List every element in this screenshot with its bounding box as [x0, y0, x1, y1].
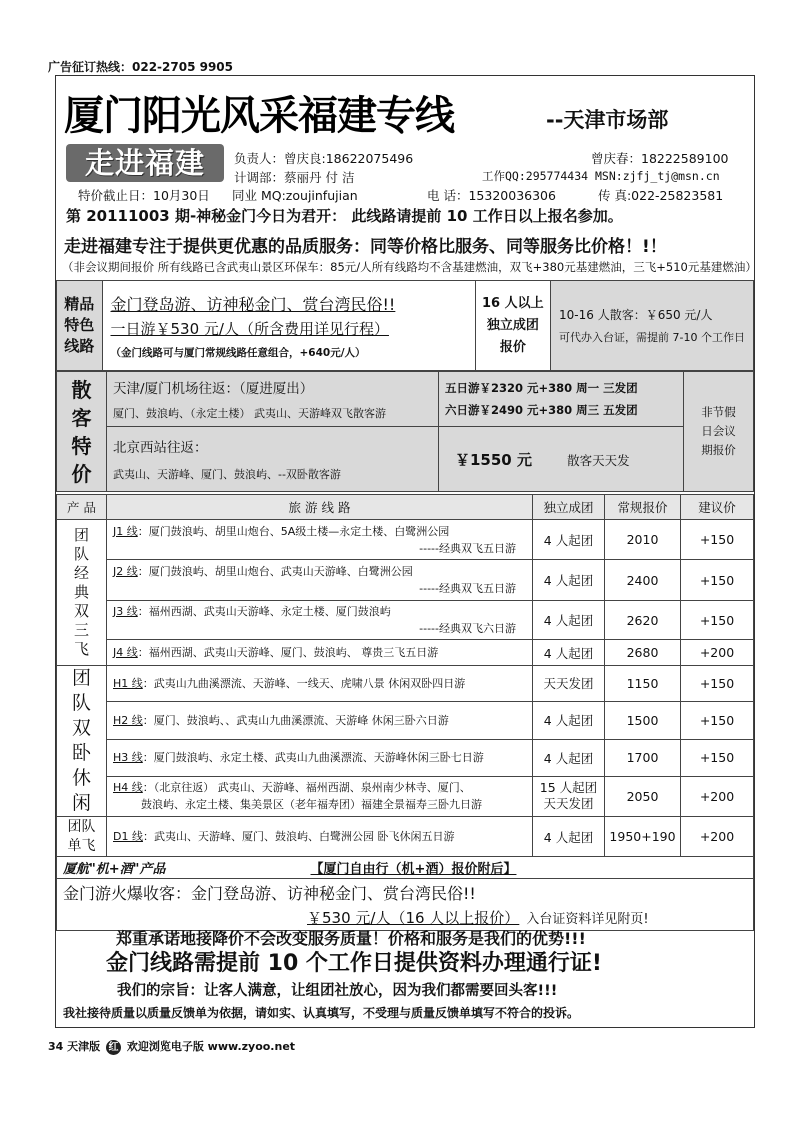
route-line1: ：厦门、鼓浪屿、、武夷山九曲溪漂流、天游峰 休闲三卧六日游 — [142, 713, 449, 727]
xiamen-air-empty — [533, 857, 754, 879]
xiamen-air-cell — [57, 857, 533, 879]
special-prices — [439, 372, 684, 427]
kinmen-notice: 金门线路需提前 10 个工作日提供资料办理通行证! — [106, 951, 602, 976]
route-cell — [107, 776, 533, 816]
ad-hotline: 广告征订热线：022-2705 9905 — [48, 60, 234, 74]
route-line1: ：厦门鼓浪屿、永定土楼、武夷山九曲溪漂流、天游峰休闲三卧七日游 — [142, 751, 484, 765]
route-code: H3 线 — [113, 751, 143, 765]
kinmen-line1: 金门游火爆收客：金门登岛游、访神秘金门、赏台湾民俗!! — [63, 884, 476, 903]
title-suffix: --天津市场部 — [546, 108, 669, 132]
header-route: 旅 游 线 路 — [107, 495, 533, 520]
page-footer — [48, 1038, 295, 1055]
table-row — [57, 601, 754, 640]
kinmen-line2: ￥530 元/人（16 人以上报价） — [307, 909, 520, 927]
xiamen-air-row — [57, 857, 754, 879]
regular-price: 1950+190 — [605, 817, 681, 857]
header-product: 产 品 — [57, 495, 107, 520]
featured-table — [56, 280, 754, 371]
route-cell — [107, 560, 533, 601]
peer-mq: 同业 MQ:zoujinfujian — [232, 188, 358, 203]
group-size: 4 人起团 — [533, 601, 605, 640]
feedback-line: 我社接待质量以质量反馈单为依据，请如实、认真填写，不受理与质量反馈单填写不符合的投诉。 — [63, 1006, 580, 1020]
route-line1: ：福州西湖、武夷山天游峰、厦门、鼓浪屿、 尊贵三飞五日游 — [137, 646, 439, 659]
special-beijing-note: 散客天天发 — [567, 452, 630, 468]
regular-price: 2620 — [605, 601, 681, 640]
regular-price: 2010 — [605, 520, 681, 560]
group-label: 团队 单飞 — [57, 817, 107, 857]
route-line1: ：武夷山九曲溪漂流、天游峰、一线天、虎啸八景 休闲双卧四日游 — [142, 676, 466, 690]
featured-scatter-cell — [551, 281, 754, 371]
route-cell — [107, 640, 533, 666]
table-row — [57, 666, 754, 702]
featured-line1: 金门登岛游、访神秘金门、赏台湾民俗!! — [110, 294, 396, 314]
regular-price: 1150 — [605, 666, 681, 702]
route-code: J4 线 — [113, 646, 138, 659]
special-table — [56, 371, 754, 492]
route-line1: ：（北京往返） 武夷山、天游峰、福州西湖、泉州南少林寺、厦门、 — [142, 781, 471, 795]
route-line2: -----经典双飞五日游 — [419, 582, 516, 595]
route-line1: ：厦门鼓浪屿、胡里山炮台、5A级土楼—永定土楼、白鹭洲公园 — [137, 524, 450, 538]
header-suggest: 建议价 — [681, 495, 754, 520]
price-note: （非会议期间报价 所有线路已含武夷山景区环保车：85元/人所有线路均不含基建燃油，双飞+380元基建燃油，三飞+510元基建燃油） — [62, 260, 757, 274]
group-size: 4 人起团 — [533, 520, 605, 560]
table-row — [57, 739, 754, 776]
regular-price: 1700 — [605, 739, 681, 776]
table-row — [57, 640, 754, 666]
kinmen-line2-wrap — [63, 907, 747, 928]
route-cell — [107, 701, 533, 739]
contact-qq-msn: 工作QQ:295774434 MSN:zjfj_tj@msn.cn — [482, 169, 720, 183]
route-table-header — [57, 495, 754, 520]
route-line2: -----经典双飞六日游 — [419, 622, 516, 635]
special-price6: 六日游￥2490 元+380 周三 五发团 — [445, 403, 638, 417]
featured-scatter: 10-16 人散客：￥650 元/人 — [559, 308, 713, 322]
special-tianjin — [107, 372, 439, 427]
suggest-price: +200 — [681, 776, 754, 816]
featured-label: 精品 特色 线路 — [57, 281, 103, 371]
contact-scheduler: 计调部：蔡丽丹 付 洁 — [234, 170, 355, 185]
featured-line3: （金门线路可与厦门常规线路任意组合，+640元/人） — [110, 346, 366, 359]
group-label: 团 队 双 卧 休 闲 — [57, 666, 107, 817]
regular-price: 2400 — [605, 560, 681, 601]
contact-phone: 电 话：15320036306 — [427, 188, 556, 203]
special-beijing-price: ￥1550 元 — [455, 450, 532, 469]
route-cell — [107, 601, 533, 640]
page-title: 厦门阳光风采福建专线 — [64, 93, 454, 139]
slogan: 走进福建专注于提供更优惠的品质服务：同等价格比服务、同等服务比价格！!！ — [64, 237, 667, 257]
page-number: 34 天津版 — [48, 1040, 101, 1053]
featured-line2: 一日游￥530 元/人（所含费用详见行程） — [110, 319, 389, 338]
route-code: J1 线 — [113, 524, 138, 538]
regular-price: 2680 — [605, 640, 681, 666]
featured-group: 16 人以上 独立成团 报价 — [475, 281, 550, 371]
motto-line: 我们的宗旨：让客人满意，让组团社放心，因为我们都需要回头客!!! — [117, 983, 558, 999]
special-label: 散 客 特 价 — [57, 372, 107, 492]
route-code: J2 线 — [113, 565, 138, 578]
table-row — [57, 817, 754, 857]
special-beijing-route: 武夷山、天游峰、厦门、鼓浪屿、--双卧散客游 — [113, 468, 341, 481]
group-size: 天天发团 — [533, 666, 605, 702]
route-line1: ：福州西湖、武夷山天游峰、永定土楼、厦门鼓浪屿 — [137, 605, 391, 618]
kinmen-cell — [57, 879, 754, 931]
table-row — [57, 520, 754, 560]
table-row — [57, 776, 754, 816]
footer-link[interactable]: 欢迎浏览电子版 www.zyoo.net — [126, 1040, 296, 1053]
suggest-price: +150 — [681, 601, 754, 640]
route-code: H4 线 — [113, 781, 143, 795]
xiamen-air-right: 【厦门自由行（机+酒）报价附后】 — [310, 862, 517, 877]
special-holiday: 非节假 日会议 期报价 — [684, 372, 754, 492]
special-beijing — [107, 427, 439, 492]
suggest-price: +150 — [681, 560, 754, 601]
table-row — [57, 701, 754, 739]
red-badge-icon: 红 — [106, 1040, 121, 1055]
route-code: J3 线 — [113, 605, 138, 618]
special-beijing-price-cell — [439, 427, 684, 492]
special-tianjin-route: 厦门、鼓浪屿、（永定土楼） 武夷山、天游峰双飞散客游 — [113, 407, 386, 420]
promise-line: 郑重承诺地接降价不会改变服务质量！价格和服务是我们的优势!!! — [116, 929, 586, 948]
regular-price: 1500 — [605, 701, 681, 739]
route-cell — [107, 739, 533, 776]
header-group: 独立成团 — [533, 495, 605, 520]
group-size: 4 人起团 — [533, 739, 605, 776]
header-price: 常规报价 — [605, 495, 681, 520]
route-code: H1 线 — [113, 676, 143, 690]
route-cell — [107, 817, 533, 857]
contact-fax: 传 真:022-25823581 — [598, 188, 724, 203]
special-price5: 五日游￥2320 元+380 周一 三发团 — [445, 381, 638, 395]
group-size: 4 人起团 — [533, 640, 605, 666]
kinmen-line2-note: 入台证资料详见附页! — [526, 912, 649, 927]
route-code: D1 线 — [113, 830, 143, 843]
route-line1: ：武夷山、天游峰、厦门、鼓浪屿、白鹭洲公园 卧飞休闲五日游 — [142, 830, 455, 843]
group-size: 15 人起团 天天发团 — [533, 776, 605, 816]
period-line: 第 20111003 期-神秘金门今日为君开： 此线路请提前 10 工作日以上报名参加。 — [66, 207, 623, 225]
route-line2: 鼓浪屿、永定土楼、集美景区（老年福寿团）福建全景福寿三卧九日游 — [141, 798, 482, 812]
suggest-price: +200 — [681, 817, 754, 857]
special-beijing-title: 北京西站往返： — [113, 440, 208, 456]
group-label: 团 队 经 典 双 三 飞 — [57, 520, 107, 666]
contact-manager: 负责人：曾庆良:18622075496 — [234, 151, 414, 166]
group-size: 4 人起团 — [533, 817, 605, 857]
brand-badge: 走进福建 — [66, 144, 224, 182]
suggest-price: +150 — [681, 520, 754, 560]
kinmen-row — [57, 879, 754, 931]
route-cell — [107, 520, 533, 560]
route-line1: ：厦门鼓浪屿、胡里山炮台、武夷山天游峰、白鹭洲公园 — [137, 565, 413, 578]
route-code: H2 线 — [113, 713, 143, 727]
contact-zengqingchun: 曾庆春：18222589100 — [591, 151, 729, 166]
route-cell — [107, 666, 533, 702]
suggest-price: +150 — [681, 701, 754, 739]
featured-scatter-note: 可代办入台证，需提前 7-10 个工作日 — [559, 331, 745, 344]
deadline: 特价截止日：10月30日 — [78, 188, 210, 203]
suggest-price: +150 — [681, 666, 754, 702]
xiamen-air-left: 厦航"机+酒"产品 — [63, 862, 166, 877]
suggest-price: +150 — [681, 739, 754, 776]
special-tianjin-title: 天津/厦门机场往返：（厦进厦出） — [113, 381, 314, 397]
featured-content — [102, 281, 475, 371]
regular-price: 2050 — [605, 776, 681, 816]
route-line2: -----经典双飞五日游 — [419, 541, 516, 555]
group-size: 4 人起团 — [533, 701, 605, 739]
suggest-price: +200 — [681, 640, 754, 666]
table-row — [57, 560, 754, 601]
route-table — [56, 494, 754, 931]
group-size: 4 人起团 — [533, 560, 605, 601]
